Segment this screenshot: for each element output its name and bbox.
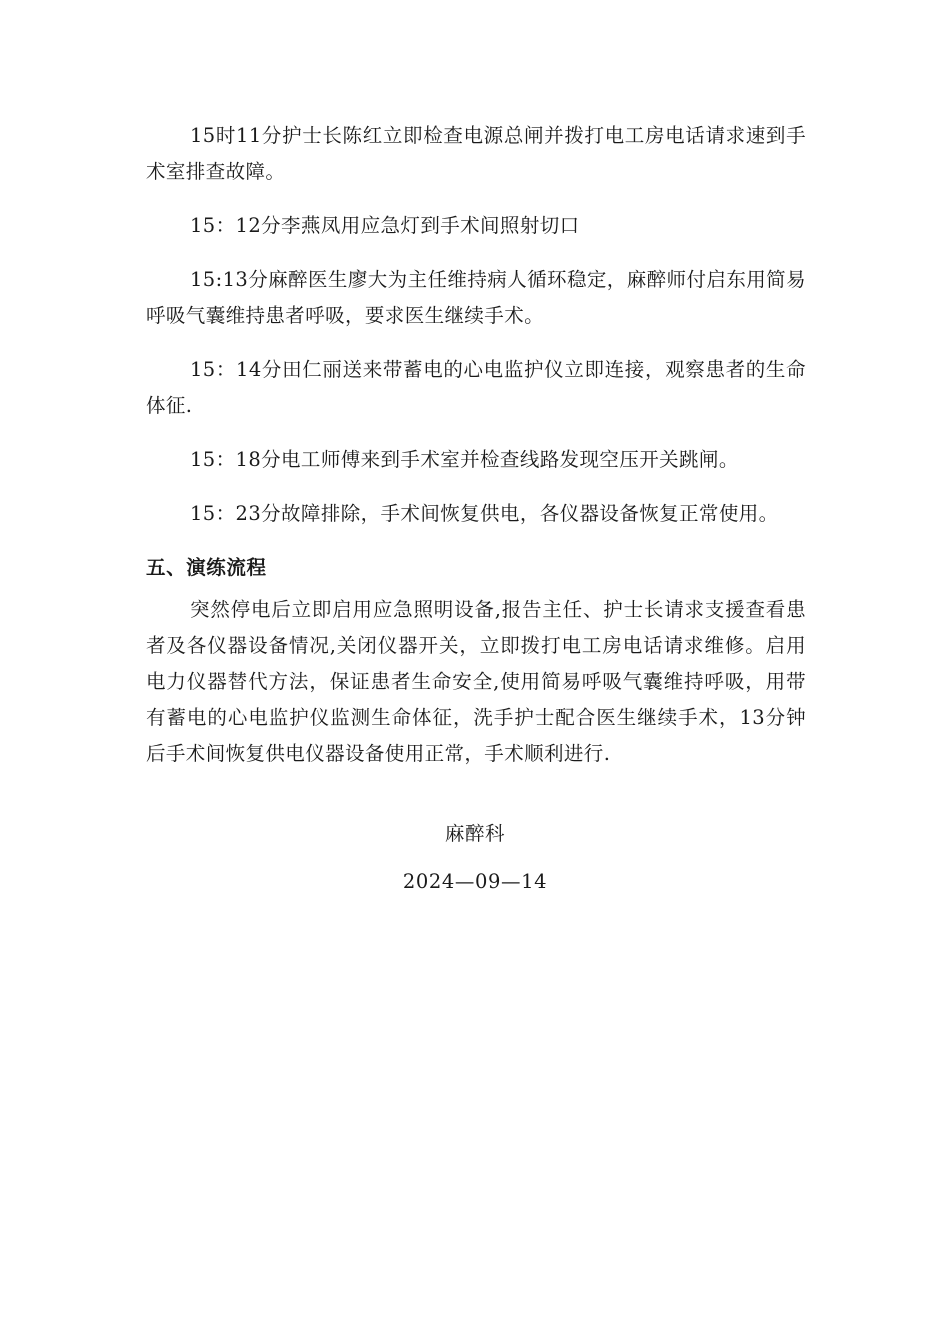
timeline-entry-1514: 15：14分田仁丽送来带蓄电的心电监护仪立即连接，观察患者的生命体征. bbox=[146, 358, 806, 417]
section-heading: 五、演练流程 bbox=[146, 556, 267, 579]
section-body: 突然停电后立即启用应急照明设备,报告主任、护士长请求支援查看患者及各仪器设备情况,关闭仪器开关，立即拨打电工房电话请求维修。启用电力仪器替代方法，保证患者生命安全,使用简易呼吸气囊维持呼吸，用带有蓄电的心电监护仪监测生命体征，洗手护士配合医生继续手术，13分钟后手术间恢复供电仪器设备使用正常，手术顺利进行. bbox=[146, 598, 806, 765]
timeline-entry-1518: 15：18分电工师傅来到手术室并检查线路发现空压开关跳闸。 bbox=[190, 448, 739, 471]
department-signature: 麻醉科 bbox=[444, 822, 506, 845]
timeline-entry-1512: 15：12分李燕凤用应急灯到手术间照射切口 bbox=[190, 214, 580, 237]
timeline-entry-1513: 15:13分麻醉医生廖大为主任维持病人循环稳定，麻醉师付启东用简易呼吸气囊维持患者呼吸，要求医生继续手术。 bbox=[146, 268, 806, 327]
timeline-entry-1523: 15：23分故障排除，手术间恢复供电，各仪器设备恢复正常使用。 bbox=[190, 502, 779, 525]
document-date: 2024—09—14 bbox=[402, 870, 548, 893]
document-body bbox=[146, 118, 806, 772]
timeline-entry-1511: 15时11分护士长陈红立即检查电源总闸并拨打电工房电话请求速到手术室排查故障。 bbox=[146, 124, 806, 183]
